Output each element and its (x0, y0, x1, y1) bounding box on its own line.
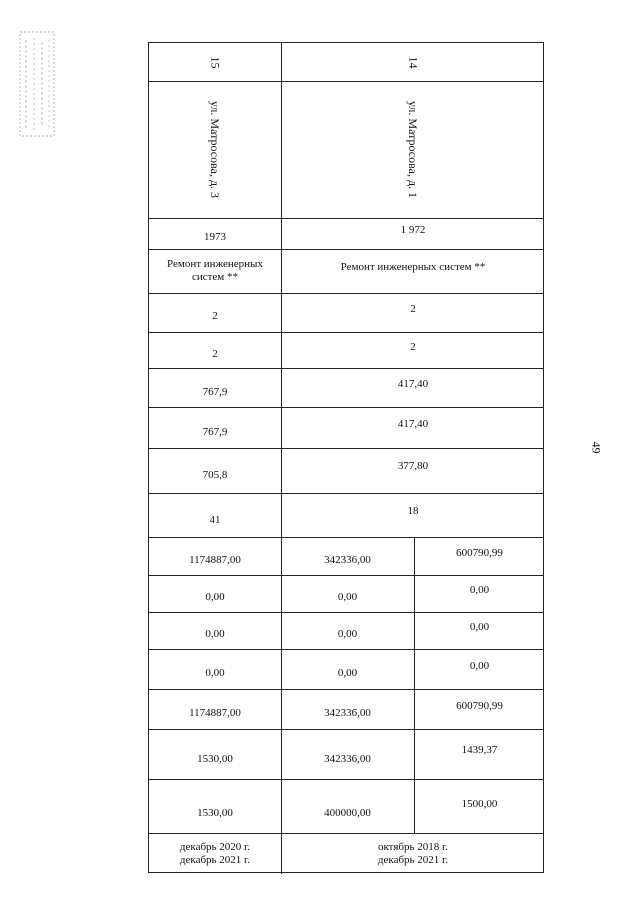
cost-row-4-col-1: 0,00 (205, 666, 225, 679)
cost-row-1-col-1: 1174887,00 (189, 553, 241, 566)
column-number-left: 15 (208, 56, 223, 68)
area-living-left: 767,9 (202, 426, 228, 438)
row-b-left: 2 (212, 347, 218, 360)
address-left: ул. Матросова, д. 3 (208, 100, 223, 199)
address-right: ул. Матросова, д. 1 (406, 100, 421, 199)
dates-right: октябрь 2018 г. декабрь 2021 г. (377, 840, 449, 866)
page-number: 49 (589, 441, 604, 454)
cost-row-5-col-1: 1174887,00 (189, 706, 241, 719)
cost-row-6-col-3: 1439,37 (461, 743, 498, 756)
cost-row-7-col-2: 400000,00 (324, 806, 371, 819)
cost-row-4-col-2: 0,00 (337, 666, 358, 679)
area-total-right: 417,40 (397, 378, 429, 390)
works-left: Ремонт инженерных систем ** (167, 258, 263, 283)
cost-row-7-col-1: 1530,00 (197, 806, 233, 819)
cost-row-2-col-1: 0,00 (205, 591, 225, 603)
column-number-right: 14 (406, 56, 421, 68)
cost-row-3-col-3: 0,00 (469, 621, 490, 633)
archive-stamp-icon (18, 30, 56, 138)
cost-row-6-col-1: 1530,00 (197, 752, 233, 765)
row-a-left: 2 (212, 310, 218, 322)
row-b-right: 2 (410, 340, 416, 353)
data-table (148, 42, 544, 873)
cost-row-3-col-1: 0,00 (205, 628, 225, 640)
cost-row-6-col-2: 342336,00 (324, 752, 371, 765)
cost-row-5-col-3: 600790,99 (456, 699, 503, 712)
area-residents-left: 705,8 (202, 469, 228, 481)
cost-row-3-col-2: 0,00 (337, 628, 358, 640)
residents-right: 18 (407, 504, 419, 517)
area-residents-right: 377,80 (397, 460, 429, 472)
cost-row-2-col-3: 0,00 (469, 584, 490, 596)
row-a-right: 2 (410, 303, 416, 315)
dates-left: декабрь 2020 г. декабрь 2021 г. (179, 840, 251, 866)
cost-row-2-col-2: 0,00 (337, 591, 358, 603)
area-living-right: 417,40 (397, 418, 429, 430)
cost-row-7-col-3: 1500,00 (461, 797, 498, 810)
cost-row-5-col-2: 342336,00 (324, 706, 371, 719)
works-right: Ремонт инженерных систем ** (340, 260, 486, 273)
area-total-left: 767,9 (202, 386, 228, 398)
cost-row-1-col-3: 600790,99 (456, 546, 503, 559)
cost-row-4-col-3: 0,00 (469, 659, 490, 672)
year-left: 1973 (204, 231, 226, 243)
cost-row-1-col-2: 342336,00 (324, 553, 371, 566)
residents-left: 41 (209, 513, 221, 526)
year-right: 1 972 (400, 224, 426, 236)
